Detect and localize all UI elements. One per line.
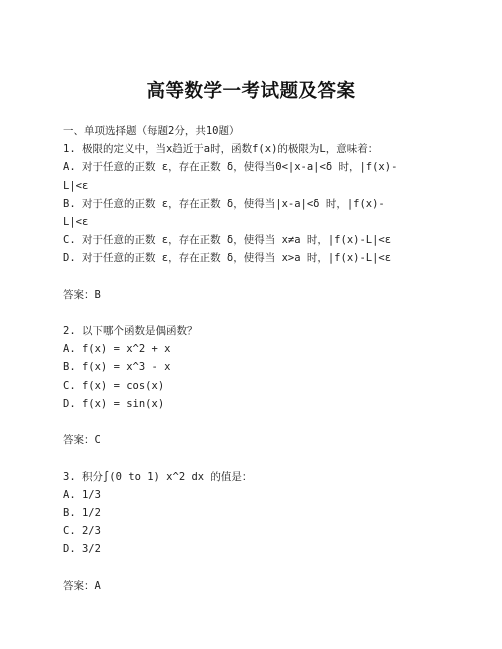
question-3-option-c: C. 2/3: [63, 525, 101, 538]
question-3-option-a: A. 1/3: [63, 488, 101, 501]
question-2-option-a: A. f(x) = x^2 + x: [63, 343, 171, 356]
question-2-answer: 答案：C: [63, 434, 101, 447]
question-2-stem: 2. 以下哪个函数是偶函数？: [63, 325, 198, 338]
spacer: [63, 268, 443, 286]
question-1-option-d: D. 对于任意的正数 ε，存在正数 δ，使得当 x>a 时，|f(x)-L|<ε: [63, 252, 392, 265]
question-2-option-c: C. f(x) = cos(x): [63, 379, 165, 392]
page-title: 高等数学一考试题及答案: [146, 81, 356, 102]
question-1-stem: 1. 极限的定义中，当x趋近于a时，函数f(x)的极限为L，意味着：: [63, 143, 379, 156]
question-2-option-d: D. f(x) = sin(x): [63, 397, 165, 410]
spacer: [63, 559, 443, 577]
question-1-answer: 答案：B: [63, 288, 101, 301]
spacer: [63, 413, 443, 431]
spacer: [63, 304, 443, 322]
section-heading: 一、单项选择题（每题2分，共10题）: [63, 125, 240, 137]
spacer: [63, 449, 443, 467]
question-1-option-b-line2: L|<ε: [63, 215, 89, 228]
question-1-option-c: C. 对于任意的正数 ε，存在正数 δ，使得当 x≠a 时，|f(x)-L|<ε: [63, 234, 392, 247]
question-3-stem: 3. 积分∫(0 to 1) x^2 dx 的值是：: [63, 470, 253, 483]
question-3-option-b: B. 1/2: [63, 506, 101, 519]
question-1-option-a-line1: A. 对于任意的正数 ε，存在正数 δ，使得当0<|x-a|<δ 时，|f(x)-: [63, 161, 398, 174]
question-1-option-b-line1: B. 对于任意的正数 ε，存在正数 δ，使得当|x-a|<δ 时，|f(x)-: [63, 197, 385, 210]
exam-content: [63, 122, 443, 595]
question-3-option-d: D. 3/2: [63, 543, 101, 556]
question-2-option-b: B. f(x) = x^3 - x: [63, 361, 171, 374]
question-1-option-a-line2: L|<ε: [63, 179, 89, 192]
question-3-answer: 答案：A: [63, 579, 101, 592]
